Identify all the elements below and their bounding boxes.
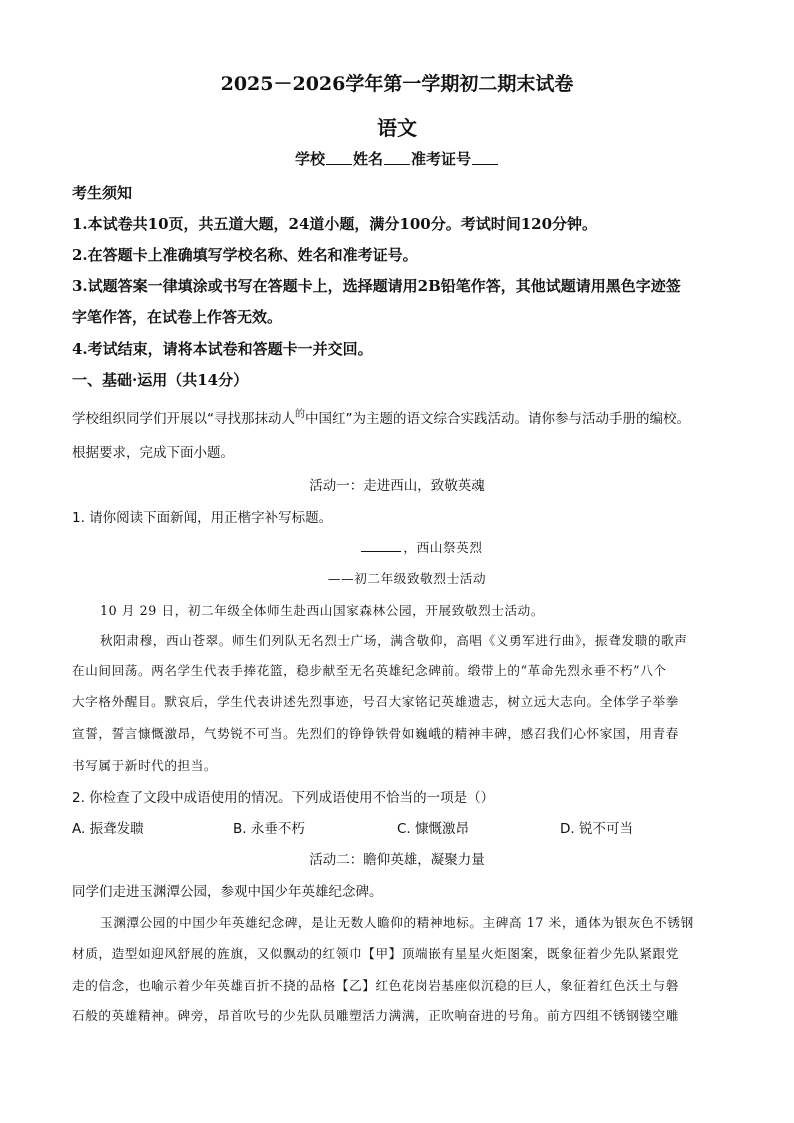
news-line: 10 月 29 日，初二年级全体师生赴西山国家森林公园，开展致敬烈士活动。 — [100, 603, 545, 618]
intro-paragraph: 学校组织同学们开展以“寻找那抹动人$^的$中国红”为主题的语文综合实践活动。请你参与活动手册的编校。 — [72, 409, 690, 427]
name-blank — [384, 150, 410, 165]
notice-heading: 考生须知 — [72, 184, 133, 202]
passage-line: 材质，造型如迎风舒展的旌旗，又似飘动的红领巾【甲】顶端嵌有星星火炬图案，既象征着少先队紧跟党 — [72, 946, 679, 961]
news-line: 在山间回荡。两名学生代表手捧花篮，稳步献至无名英雄纪念碑前。缎带上的“革命先烈永垂不朽”八个 — [72, 663, 667, 678]
notice-item: 字笔作答，在试卷上作答无效。 — [72, 308, 283, 326]
news-line: 大字格外醒目。默哀后，学生代表讲述先烈事迹，号召大家铭记英雄遗志，树立远大志向。全体学子举拳 — [72, 694, 679, 709]
name-label: 姓名 — [352, 150, 383, 168]
news-title-blank — [361, 539, 401, 552]
intro-line: 根据要求，完成下面小题。 — [72, 445, 234, 461]
notice-item: 2.在答题卡上准确填写学校名称、姓名和准考证号。 — [72, 246, 418, 264]
news-line: 书写属于新时代的担当。 — [72, 758, 218, 773]
question-1: 1. 请你阅读下面新闻，用正楷字补写标题。 — [72, 510, 333, 526]
exam-title: 2025－2026学年第一学期初二期末试卷 — [220, 73, 574, 95]
passage-line: 石般的英雄精神。碑旁，昂首吹号的少先队员雕塑活力满满，正吹响奋进的号角。前方四组不锈钢镂空雕 — [72, 1008, 679, 1023]
subject-title: 语文 — [377, 116, 417, 140]
passage-line: 玉渊潭公园的中国少年英雄纪念碑，是让无数人瞻仰的精神地标。主碑高 17 米，通体为银灰色不锈钢 — [100, 915, 694, 930]
question-2: 2. 你检查了文段中成语使用的情况。下列成语使用不恰当的一项是（） — [72, 790, 495, 806]
activity-two-intro: 同学们走进玉渊潭公园，参观中国少年英雄纪念碑。 — [72, 884, 383, 900]
notice-item: 3.试题答案一律填涂或书写在答题卡上，选择题请用2B铅笔作答，其他试题请用黑色字迹签 — [72, 277, 681, 295]
id-label: 准考证号 — [411, 150, 472, 168]
option-c[interactable]: C. 慷慨激昂 — [397, 821, 470, 837]
activity-two-heading: 活动二：瞻仰英雄，凝聚力量 — [309, 852, 485, 868]
options-row — [72, 817, 734, 837]
news-title: ，西山祭英烈 — [0, 537, 794, 556]
passage-line: 走的信念，也喻示着少年英雄百折不挠的品格【乙】红色花岗岩基座似沉稳的巨人，象征着红色沃土与磐 — [72, 978, 679, 993]
notice-item: 1.本试卷共10页，共五道大题，24道小题，满分100分。考试时间120分钟。 — [72, 215, 598, 233]
news-line: 宣誓，誓言慷慨激昂，气势锐不可当。先烈们的铮铮铁骨如巍峨的精神丰碑，感召我们心怀家国，用青春 — [72, 726, 679, 741]
option-b[interactable]: B. 永垂不朽 — [233, 821, 305, 837]
section-heading: 一、基础·运用（共14分） — [72, 371, 249, 389]
news-subtitle: ——初二年级致敬烈士活动 — [327, 571, 487, 586]
news-line: 秋阳肃穆，西山苍翠。师生们列队无名烈士广场，满含敬仰，高唱《义勇军进行曲》，振聋发聩的歌声 — [100, 633, 688, 648]
id-blank — [472, 150, 498, 165]
notice-item: 4.考试结束，请将本试卷和答题卡一并交回。 — [72, 340, 373, 358]
school-blank — [326, 150, 352, 165]
student-info-fields — [0, 148, 794, 169]
option-d[interactable]: D. 锐不可当 — [560, 821, 633, 837]
school-label: 学校 — [294, 150, 325, 168]
option-a[interactable]: A. 振聋发聩 — [72, 821, 144, 837]
activity-one-heading: 活动一：走进西山，致敬英魂 — [309, 478, 485, 494]
